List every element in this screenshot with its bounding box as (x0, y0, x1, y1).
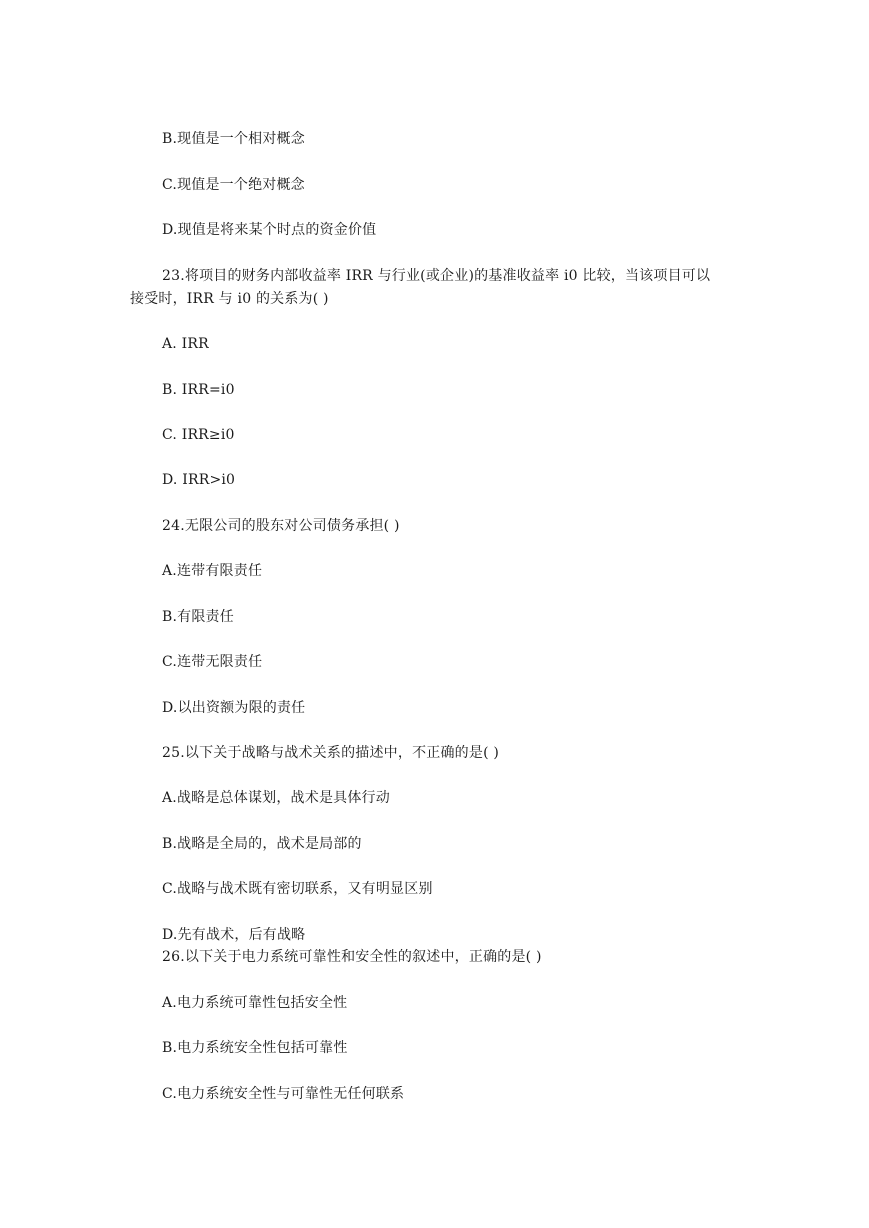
q25-option-c: C.战略与战术既有密切联系，又有明显区别 (162, 881, 433, 897)
q24-stem: 24.无限公司的股东对公司债务承担( ) (162, 518, 400, 534)
q23-stem-line2: 接受时，IRR 与 i0 的关系为( ) (130, 291, 329, 307)
q25-option-d: D.先有战术，后有战略 (162, 927, 306, 943)
q24-option-b: B.有限责任 (162, 609, 234, 625)
q24-option-a: A.连带有限责任 (162, 563, 263, 579)
q24-option-d: D.以出资额为限的责任 (162, 700, 306, 716)
q26-stem: 26.以下关于电力系统可靠性和安全性的叙述中，正确的是( ) (162, 949, 542, 965)
q26-option-a: A.电力系统可靠性包括安全性 (162, 995, 348, 1011)
q24-option-c: C.连带无限责任 (162, 654, 263, 670)
q25-stem: 25.以下关于战略与战术关系的描述中，不正确的是( ) (162, 745, 500, 761)
q22-option-b: B.现值是一个相对概念 (162, 131, 305, 147)
q23-stem-line1: 23.将项目的财务内部收益率 IRR 与行业(或企业)的基准收益率 i0 比较，当该项目可以 (162, 268, 711, 284)
q23-option-d: D. IRR>i0 (162, 472, 236, 488)
q22-option-c: C.现值是一个绝对概念 (162, 177, 305, 193)
q23-option-a: A. IRR (162, 336, 209, 352)
q23-option-c: C. IRR≥i0 (162, 427, 235, 443)
q26-option-b: B.电力系统安全性包括可靠性 (162, 1040, 348, 1056)
q26-option-c: C.电力系统安全性与可靠性无任何联系 (162, 1086, 405, 1102)
q22-option-d: D.现值是将来某个时点的资金价值 (162, 222, 377, 238)
q23-option-b: B. IRR=i0 (162, 382, 235, 398)
q25-option-a: A.战略是总体谋划，战术是具体行动 (162, 790, 390, 806)
q25-option-b: B.战略是全局的，战术是局部的 (162, 836, 362, 852)
